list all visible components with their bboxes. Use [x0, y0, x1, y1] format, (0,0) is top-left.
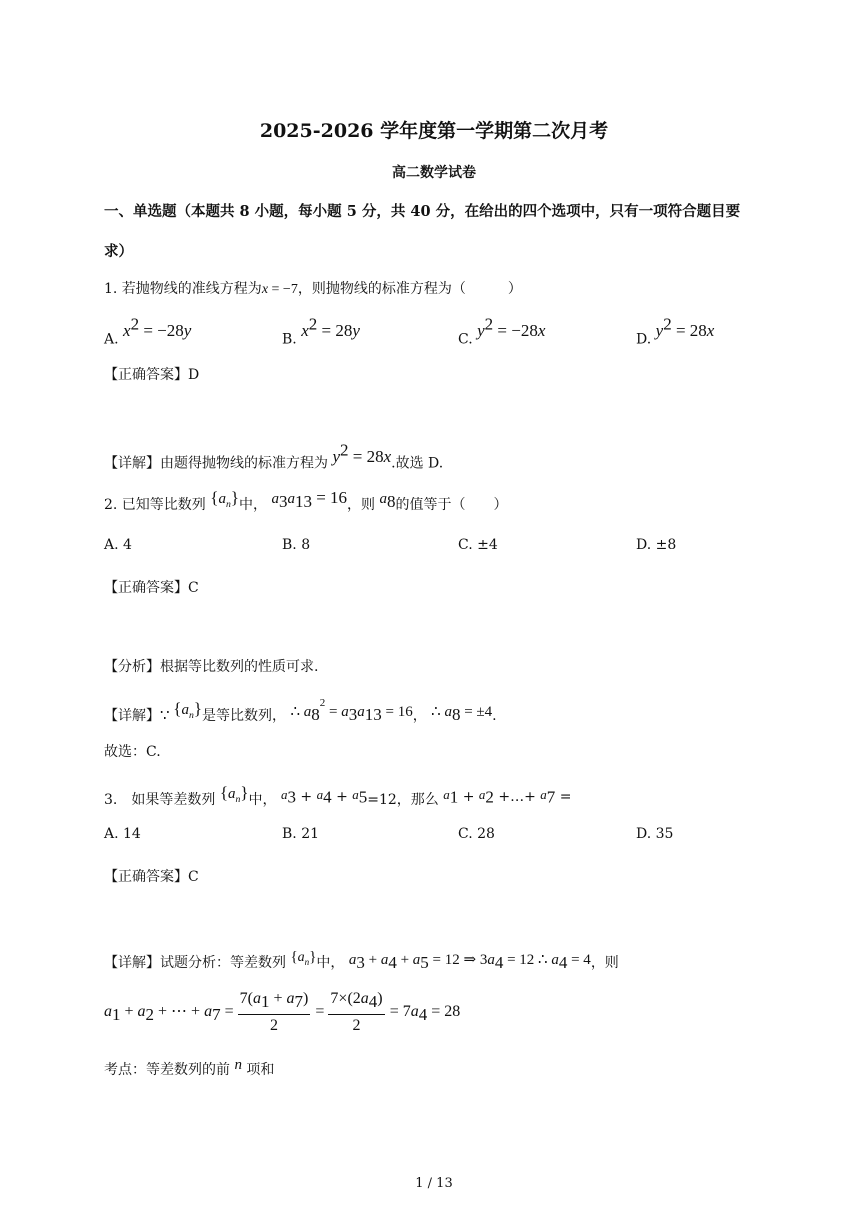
question-1-option-b: B. $x^2 = 28y$ — [282, 314, 360, 348]
question-3-option-c: C. 28 — [458, 826, 495, 842]
question-3-option-a: A. 14 — [104, 826, 141, 842]
question-3-formula: $a_1 + a_2$ + ⋯ + $a_7$ = $\frac{7(a_1 + a_7)}{2}$ = $\frac{7\times(2a_4)}{2}$ = $7a_4 = 28$ — [104, 990, 461, 1035]
section-heading-cont: 求） — [104, 243, 133, 260]
page-number: 1 / 13 — [415, 1176, 453, 1191]
question-2-option-b: B. 8 — [282, 537, 311, 553]
question-3-note: 考点：等差数列的前 n 项和 — [104, 1057, 275, 1078]
section-heading: 一、单选题（本题共 8 小题，每小题 5 分，共 40 分，在给出的四个选项中，只有一项符合题目要 — [104, 203, 741, 220]
question-3-option-d: D. 35 — [636, 826, 674, 842]
question-3-answer: 【正确答案】C — [104, 869, 199, 885]
fraction-2: $\frac{7\times(2a_4)}{2}$ — [330, 990, 383, 1035]
question-1-detail: 【详解】由题得抛物线的标准方程为 $y^2 = 28x$.故选 D. — [104, 440, 444, 472]
page-subtitle: 高二数学试卷 — [392, 165, 476, 181]
question-2-option-c: C. ±4 — [458, 537, 498, 553]
question-2-stem: 2. 已知等比数列 $\{a_n\}$中， $a_3a_{13} = 16$，则 $a_8$的值等于（ ） — [104, 488, 508, 513]
question-3-detail: 【详解】试题分析：等差数列 $\{a_n\}$中， $a_3 + a_4 + a_5 = 12$ ⇒ $3a_4 = 12$ ∴ $a_4 = 4$，则 — [104, 949, 619, 972]
question-1-option-d: D. $y^2 = 28x$ — [636, 314, 715, 348]
question-1-answer: 【正确答案】D — [104, 367, 200, 383]
question-2-option-d: D. ±8 — [636, 537, 677, 553]
question-1-option-c: C. $y^2 = -28x$ — [458, 314, 546, 348]
question-2-option-a: A. 4 — [104, 537, 132, 553]
question-2-analysis: 【分析】根据等比数列的性质可求. — [104, 659, 319, 675]
page-title: 2025-2026 学年度第一学期第二次月考 — [259, 120, 609, 142]
question-3-stem: 3. 如果等差数列 $\{a_n\}$中， $a_3 + a_4 + a_5=12$，那么 $a_1 + a_2$ +…+ $a_7$ = — [104, 783, 572, 808]
question-1-option-a: A. $x^2 = -28y$ — [104, 314, 192, 348]
question-2-answer: 【正确答案】C — [104, 580, 199, 596]
fraction-1: $\frac{7(a_1 + a_7)}{2}$ — [239, 990, 309, 1035]
question-2-detail: 【详解】∵ $\{a_n\}$是等比数列， ∴ $a_8^2 = a_3a_{13} = 16$， ∴ $a_8 = \pm 4$. — [104, 697, 497, 724]
question-1-stem: 1. 若抛物线的准线方程为x = −7，则抛物线的标准方程为（ ） — [104, 281, 522, 297]
question-3-option-b: B. 21 — [282, 826, 320, 842]
question-2-conclusion: 故选：C. — [104, 744, 161, 760]
